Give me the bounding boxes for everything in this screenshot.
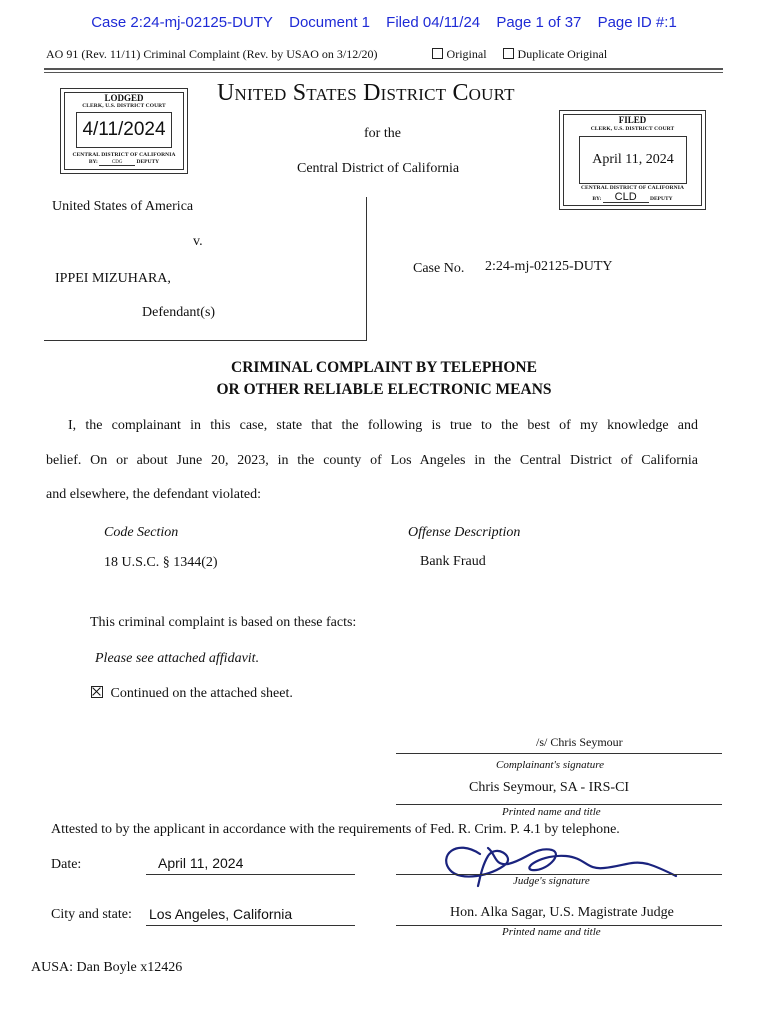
form-number: AO 91 (Rev. 11/11) Criminal Complaint (Rev. by USAO on 3/12/20) [46,47,378,61]
lodged-title: LODGED [104,93,144,103]
complainant-printed-label: Printed name and title [502,806,601,818]
lodged-date: 4/11/2024 [76,112,172,148]
lodged-by-line [61,159,187,166]
filed-deputy: DEPUTY [650,196,673,202]
continued-checkbox [91,686,103,698]
code-section: 18 U.S.C. § 1344(2) [104,555,218,570]
offense-description-header: Offense Description [408,525,521,540]
paragraph-line1: I, the complainant in this case, state that the following is true to the best of my knowledge and [68,418,698,433]
continued-line [91,686,293,702]
duplicate-label: Duplicate Original [517,47,608,61]
filed-stamp [559,110,706,210]
judge-signature-label: Judge's signature [513,875,590,887]
defendant-label: Defendant(s) [142,305,216,320]
case-number-header: Case 2:24-mj-02125-DUTY [91,14,273,31]
filed-clerk: CLERK, U.S. DISTRICT COURT [590,126,675,132]
paragraph-line2: belief. On or about June 20, 2023, in the county of Los Angeles in the Central District of California [46,453,698,468]
code-section-header: Code Section [104,525,179,540]
filed-date: April 11, 2024 [579,136,687,184]
complainant-signature-line [396,753,722,754]
duplicate-checkbox [503,48,514,59]
facts-basis: This criminal complaint is based on these facts: [90,615,357,630]
city-label: City and state: [51,907,132,922]
case-no-value: 2:24-mj-02125-DUTY [485,259,613,274]
complainant-signature: /s/ Chris Seymour [536,735,623,749]
continued-label: Continued on the attached sheet. [110,686,293,701]
attestation: Attested to by the applicant in accordance with the requirements of Fed. R. Crim. P. 4.1 by telephone. [51,822,620,837]
filing-header [0,14,768,31]
judge-name: Hon. Alka Sagar, U.S. Magistrate Judge [450,905,674,920]
complainant-signature-label: Complainant's signature [496,759,604,771]
header-rule-thin [44,72,723,73]
versus: v. [193,234,203,249]
page-id: Page ID #:1 [597,14,677,31]
plaintiff: United States of America [52,199,194,214]
complaint-title-line1: CRIMINAL COMPLAINT BY TELEPHONE [231,359,537,376]
date-value: April 11, 2024 [158,855,244,871]
court-title: United States District Court [217,80,515,106]
judge-printed-label: Printed name and title [502,926,601,938]
original-checkbox [432,48,443,59]
lodged-by: BY: [88,159,98,165]
district-name: Central District of California [297,161,460,176]
filed-date: Filed 04/11/24 [386,14,481,31]
date-line [146,874,355,875]
city-value: Los Angeles, California [149,906,293,922]
defendant-name: IPPEI MIZUHARA, [55,271,171,286]
case-no-label: Case No. [413,261,465,276]
form-identifier [46,47,607,62]
lodged-initials: CDG [99,160,135,166]
document-number: Document 1 [289,14,370,31]
city-line [146,925,355,926]
filed-title: FILED [618,115,647,125]
date-label: Date: [51,857,82,872]
lodged-stamp [60,88,188,174]
lodged-clerk: CLERK, U.S. DISTRICT COURT [82,103,166,109]
offense-description: Bank Fraud [420,554,486,569]
filed-by-line [560,193,705,203]
complainant-name-line [396,804,722,805]
for-the: for the [364,126,401,141]
complainant-name: Chris Seymour, SA - IRS-CI [469,780,630,795]
paragraph-line3: and elsewhere, the defendant violated: [46,487,261,502]
see-affidavit: Please see attached affidavit. [95,651,260,666]
filed-initials: CLD [603,193,649,203]
filed-district: CENTRAL DISTRICT OF CALIFORNIA [580,185,685,191]
page-count: Page 1 of 37 [496,14,582,31]
filed-by: BY: [592,196,602,202]
original-label: Original [446,47,487,61]
header-rule [44,68,723,70]
lodged-district: CENTRAL DISTRICT OF CALIFORNIA [72,152,176,158]
lodged-deputy: DEPUTY [136,159,160,165]
ausa-line: AUSA: Dan Boyle x12426 [31,960,183,975]
complaint-title-line2: OR OTHER RELIABLE ELECTRONIC MEANS [216,381,552,398]
